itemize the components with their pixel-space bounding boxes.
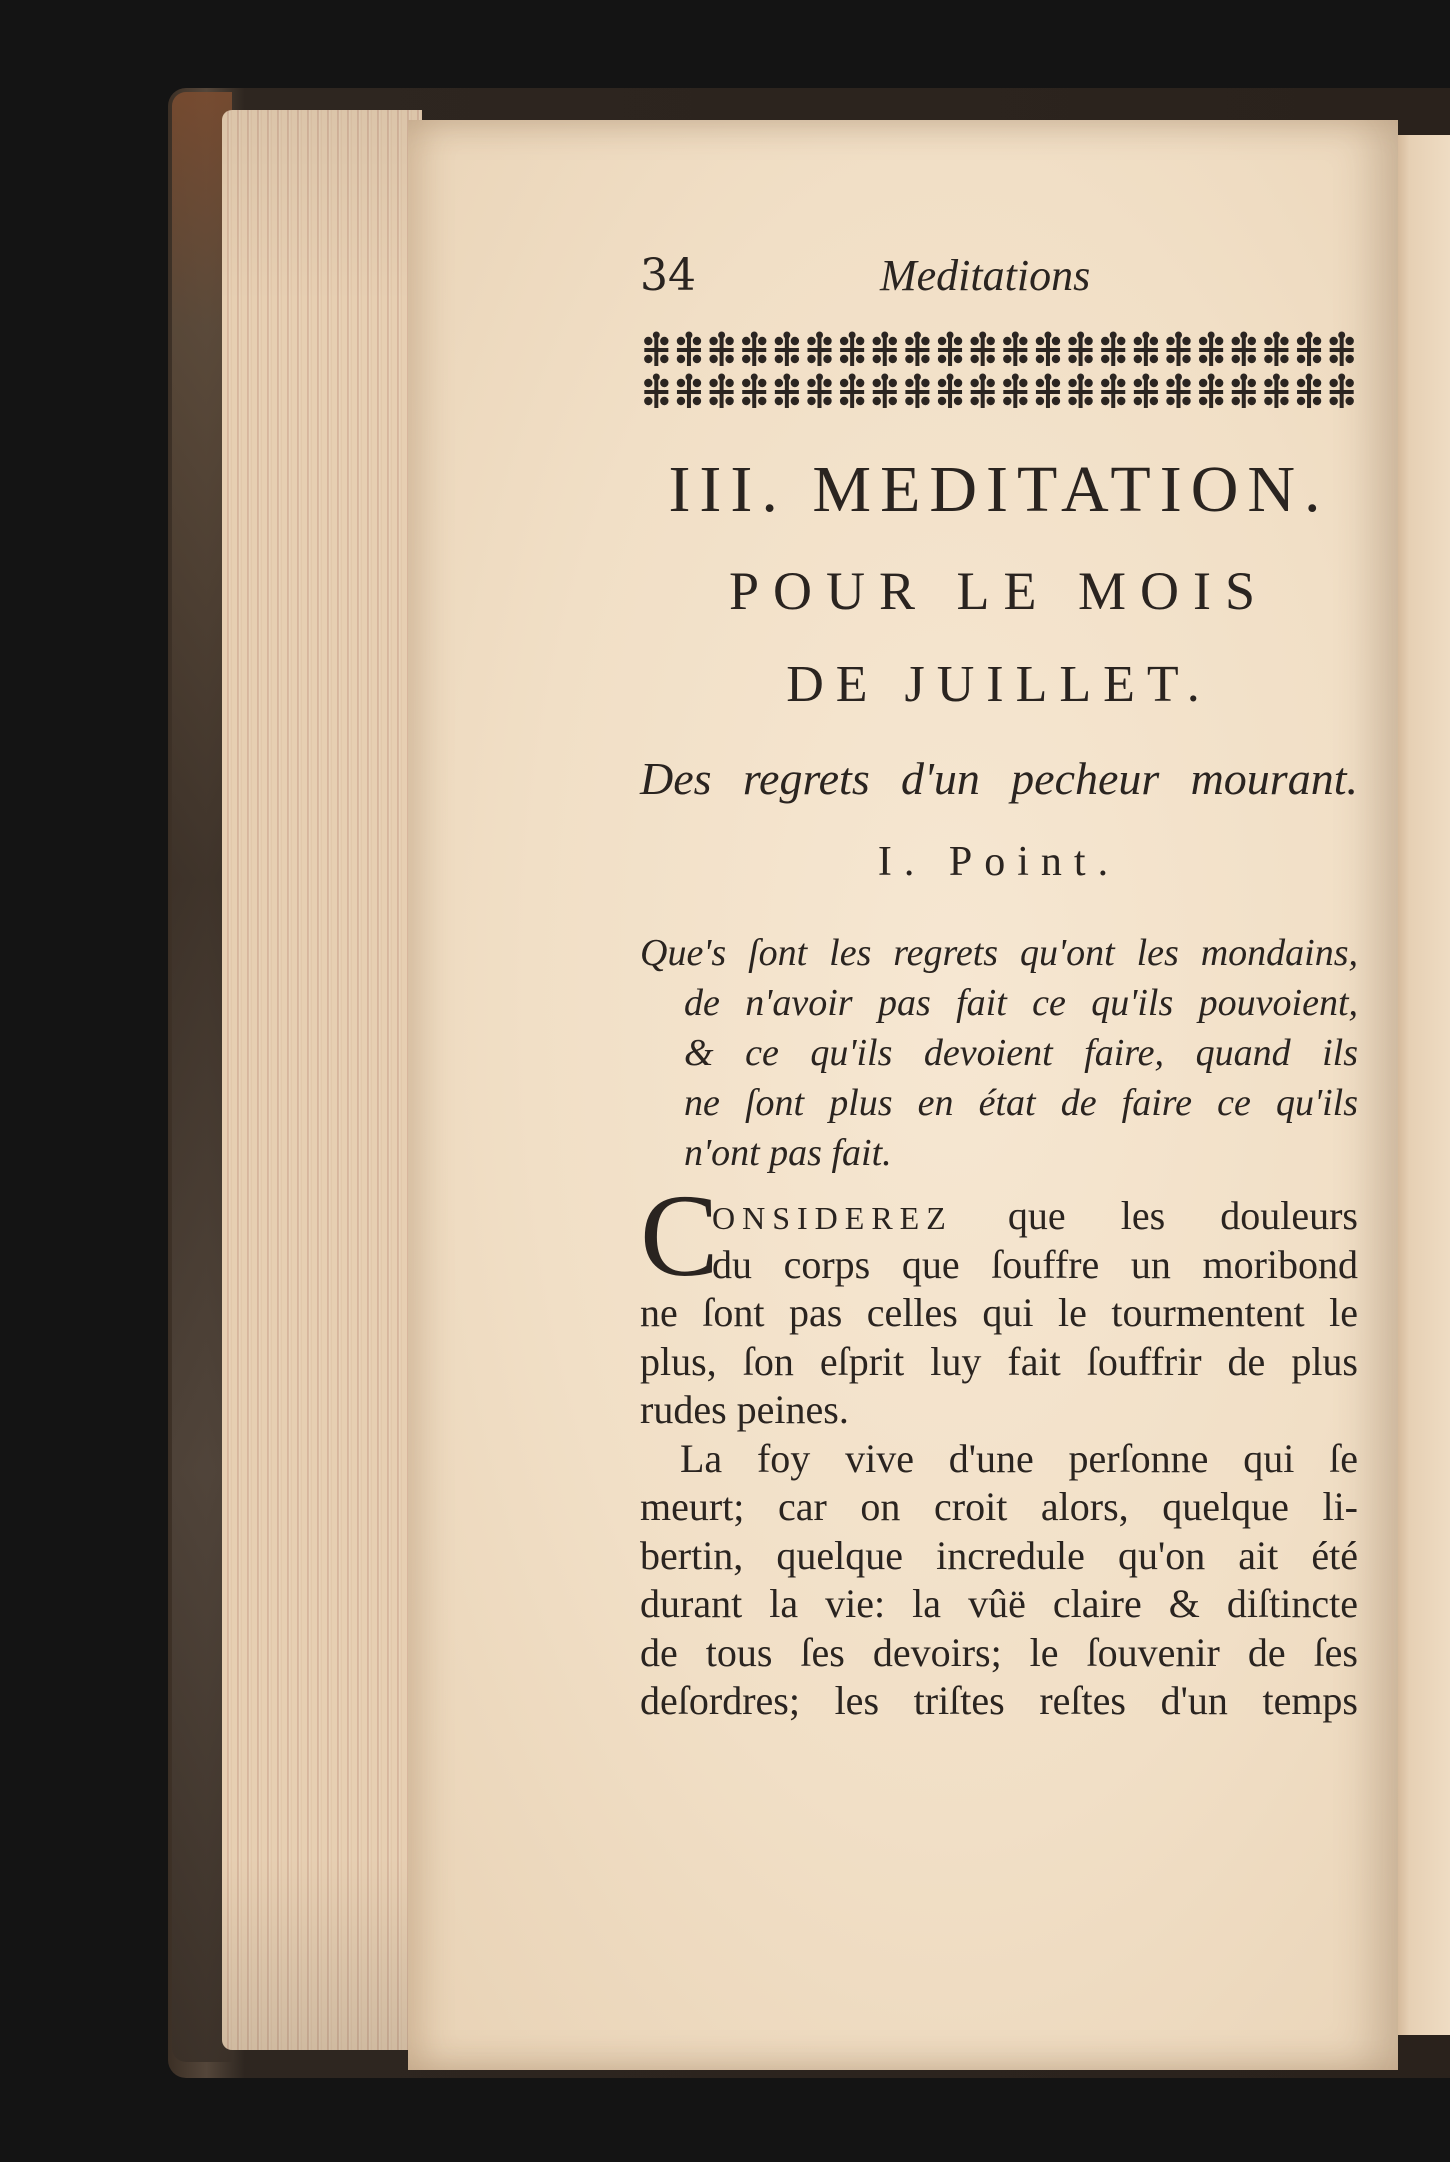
body-line: rudes peines. <box>640 1387 849 1432</box>
body-text <box>640 1192 1358 1726</box>
fleuron-icon <box>709 332 733 367</box>
fleuron-icon <box>1134 332 1158 367</box>
summary-line: & ce qu'ils devoient faire, quand ils <box>684 1032 1358 1074</box>
fleuron-icon <box>1329 332 1353 367</box>
summary-line: n'ont pas fait. <box>684 1132 892 1174</box>
fleuron-icon <box>1232 332 1256 367</box>
fleuron-icon <box>1232 374 1256 409</box>
fleuron-icon <box>840 332 864 367</box>
fleuron-icon <box>807 332 831 367</box>
fleuron-icon <box>938 332 962 367</box>
body-line: deſordres; les triſtes reſtes d'un temps <box>640 1678 1358 1723</box>
page-number: 34 <box>640 250 696 301</box>
body-line: ONSIDEREZ que les douleurs <box>712 1193 1358 1238</box>
fleuron-icon <box>873 374 897 409</box>
first-word: ONSIDEREZ <box>712 1200 953 1236</box>
fleuron-icon <box>1101 332 1125 367</box>
summary-line: ne ſont plus en état de faire ce qu'ils <box>684 1082 1358 1124</box>
fleuron-icon <box>1264 374 1288 409</box>
meditation-subtitle: Des regrets d'un pecheur mourant. <box>640 753 1358 804</box>
point-heading: I. Point. <box>877 839 1121 885</box>
fleuron-icon <box>938 374 962 409</box>
fleuron-icon <box>905 374 929 409</box>
fleuron-icon <box>1166 374 1190 409</box>
fleuron-icon <box>1101 374 1125 409</box>
fleuron-icon <box>644 332 668 367</box>
fleuron-icon <box>1068 332 1092 367</box>
fleuron-icon <box>1166 332 1190 367</box>
fleuron-icon <box>1199 332 1223 367</box>
fleuron-icon <box>970 332 994 367</box>
fleuron-icon <box>807 374 831 409</box>
summary-line: Que's ſont les regrets qu'ont les mondains, <box>640 932 1358 974</box>
fleuron-icon <box>644 374 668 409</box>
body-line: durant la vie: la vûë claire & diſtincte <box>640 1581 1358 1626</box>
fleuron-icon <box>677 374 701 409</box>
fleuron-icon <box>1036 374 1060 409</box>
summary-line: de n'avoir pas fait ce qu'ils pouvoient, <box>684 982 1358 1024</box>
fleuron-icon <box>1264 332 1288 367</box>
fleuron-icon <box>742 332 766 367</box>
fleuron-icon <box>970 374 994 409</box>
fleuron-icon <box>1329 374 1353 409</box>
point-summary <box>640 928 1358 1178</box>
body-line: de tous ſes devoirs; le ſouvenir de ſes <box>640 1629 1358 1675</box>
body-line: meurt; car on croit alors, quelque li- <box>640 1484 1358 1529</box>
running-title: Meditations <box>880 251 1091 300</box>
fleuron-icon <box>1068 374 1092 409</box>
fleuron-icon <box>840 374 864 409</box>
running-head <box>640 250 1358 310</box>
fleuron-icon <box>1134 374 1158 409</box>
ornament-band <box>640 328 1358 414</box>
drop-cap: C <box>640 1170 719 1301</box>
fleuron-icon <box>1003 332 1027 367</box>
body-line: du corps que ſouffre un moribond <box>712 1241 1358 1287</box>
month-heading-line2: DE JUILLET. <box>786 656 1212 713</box>
month-heading-line1: POUR LE MOIS <box>728 561 1270 621</box>
fleuron-icon <box>709 374 733 409</box>
fleuron-icon <box>677 332 701 367</box>
fleuron-icon <box>1036 332 1060 367</box>
body-line: ne ſont pas celles qui le tourmentent le <box>640 1290 1358 1335</box>
fleuron-icon <box>1199 374 1223 409</box>
body-line: bertin, quelque incredule qu'on ait été <box>640 1532 1358 1578</box>
fleuron-icon <box>1297 332 1321 367</box>
fleuron-icon <box>775 332 799 367</box>
fleuron-icon <box>1003 374 1027 409</box>
body-line: La foy vive d'une perſonne qui ſe <box>680 1435 1358 1481</box>
fleuron-icon <box>1297 374 1321 409</box>
body-line: plus, ſon eſprit luy fait ſouffrir de plus <box>640 1338 1358 1384</box>
meditation-heading: III. MEDITATION. <box>668 453 1330 526</box>
fleuron-icon <box>742 374 766 409</box>
fleuron-icon <box>873 332 897 367</box>
fleuron-icon <box>775 374 799 409</box>
fleuron-icon <box>905 332 929 367</box>
